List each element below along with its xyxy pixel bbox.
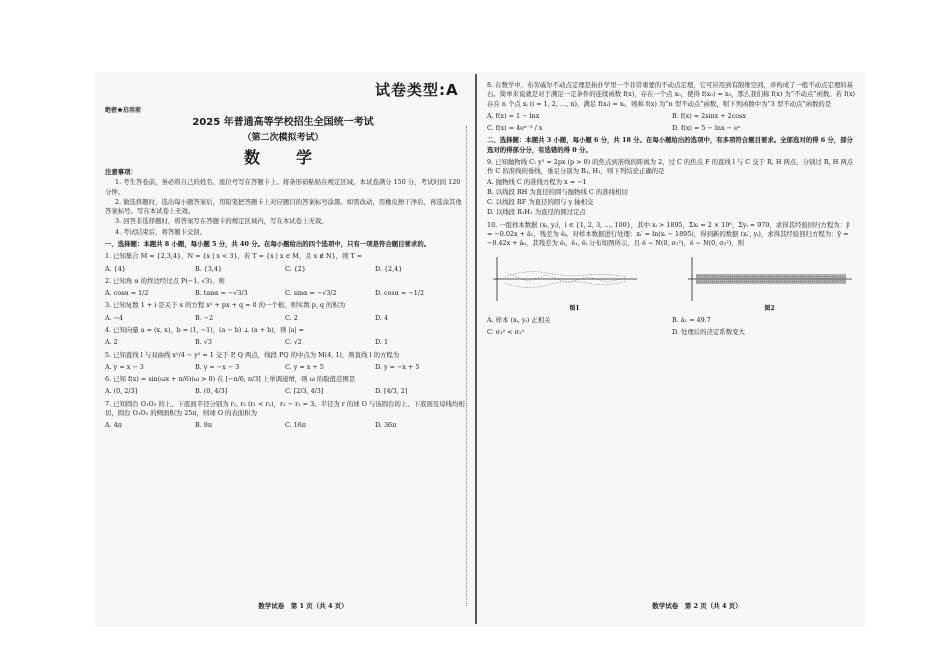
option-a: A. −4	[105, 313, 124, 322]
option-c: C. y = x + 5	[285, 362, 324, 371]
option-b: B. −2	[195, 313, 214, 322]
question-6	[105, 375, 465, 397]
question-stem: 3. 已知复数 1 + i 是关于 x 的方程 x² + px + q = 0 的一个根，则实数 p, q 的积为	[105, 301, 346, 310]
question-3	[105, 301, 465, 323]
option-c: C. 16π	[285, 421, 307, 430]
question-7	[105, 400, 465, 431]
notice-item: 4. 考试结束后，将答题卡交回。	[115, 227, 207, 236]
option-b: B. tanα = −√3/3	[195, 289, 248, 298]
paper-type: 试卷类型:A	[375, 81, 459, 99]
residual-plot-1	[487, 253, 662, 305]
figure-1-caption: 图1	[569, 304, 580, 312]
exam-title: 2025 年普通高等学校招生全国统一考试	[192, 117, 374, 128]
option-c: C. 2	[285, 313, 298, 322]
option-b: B. (0, 4/3]	[195, 387, 228, 396]
option-c: C. f(x) = 4eˣ⁻³ / x	[487, 124, 543, 133]
exam-subtitle: （第二次模拟考试）	[242, 133, 324, 143]
question-stem: 1. 已知集合 M = {2,3,4}，N = {x | x < 3}，若 T = {x | x ∈ M，且 x ∉ N}，则 T =	[105, 252, 363, 261]
notice-item: 1. 考生答卷前，务必将自己的姓名、座位号写在答题卡上。将条形码粘贴在规定区域。本试卷满分 150 分，考试时间 120 分钟。	[105, 178, 461, 196]
question-4	[105, 326, 465, 348]
notice-heading: 注意事项：	[105, 168, 137, 176]
page-2	[487, 72, 859, 627]
option-a: A. (0, 2/3]	[105, 387, 138, 396]
page-footer: 数学试卷 第 2 页（共 4 页）	[652, 602, 742, 610]
option-a: A. cosα = 1/2	[105, 289, 149, 298]
question-stem: 5. 已知直线 l 与双曲线 x²/4 − y² = 1 交于 P, Q 两点，线段 PQ 的中点为 M(4, 1)，则直线 l 的方程为	[105, 350, 400, 359]
option-d: D. cosα = −1/2	[375, 289, 425, 298]
option-b: B. √3	[195, 338, 212, 347]
option-b: B. 以线段 RH 为直径的圆与抛物线 C 的准线相切	[487, 187, 628, 196]
option-d: D. y = −x + 5	[375, 362, 420, 371]
option-b: B. y = −x − 3	[195, 362, 240, 371]
option-a: A. 样本 (xᵢ, yᵢ) 正相关	[487, 316, 551, 325]
question-stem: 2. 已知角 α 的终边经过点 P(−1, √3)，则	[105, 276, 225, 285]
option-b: B. 9π	[195, 421, 213, 430]
option-d: D. 以线段 R₁H₁ 为直径的圆过定点	[487, 208, 586, 217]
option-d: D. f(x) = 5 − lnx − eˣ	[672, 124, 741, 133]
residual-plot-2	[682, 253, 857, 305]
option-c: C. √2	[285, 338, 302, 347]
figure-1	[487, 253, 662, 314]
option-a: A. f(x) = 1 − lnx	[487, 111, 540, 120]
section-1-heading: 一、选择题：本题共 8 小题，每小题 5 分，共 40 分。在每小题给出的四个选项中，只有一项是符合题目要求的。	[105, 239, 431, 248]
option-a: A. 2	[105, 338, 118, 347]
option-c: C. {2}	[285, 264, 306, 273]
question-stem: 4. 已知向量 a = (x, x)，b = (1, −1)，(a − b) ⊥ (a + b)，则 |a| =	[105, 325, 305, 334]
question-stem: 9. 已知抛物线 C: y² = 2px (p > 0) 的焦点到准线的距离为 2，过 C 的焦点 F 的直线 l 与 C 交于 R, H 两点，分别过 R, H 两点作 C 的准线的垂线，垂足分别为 R₁, H₁，则下列结论正确的是	[487, 157, 854, 176]
option-c: C. 以线段 RF 为直径的圆与 y 轴相交	[487, 198, 594, 207]
option-d: D. [4/3, 2]	[375, 387, 408, 396]
binding-margin	[466, 126, 475, 606]
page-1	[103, 72, 465, 627]
option-d: D. 4	[375, 313, 389, 322]
question-5	[105, 351, 465, 373]
figure-2	[682, 253, 857, 314]
page-footer: 数学试卷 第 1 页（共 4 页）	[258, 602, 348, 610]
question-stem: 7. 已知圆台 O₁O₂ 的上、下底面半径分别为 r₁, r₂ (r₁ < r₂)，r₂ − r₁ = 3。半径为 r 的球 O 与该圆台的上、下底面及母线均相切，圆台 O₁O₂ 的侧面积为 25π，则球 O 的表面积为	[105, 399, 465, 417]
option-a: A. {4}	[105, 264, 126, 273]
question-9	[487, 158, 857, 218]
option-a: A. y = x − 3	[105, 362, 144, 371]
residual-figures	[487, 253, 857, 314]
option-b: B. f(x) = 2sinx + 2cosx	[672, 111, 747, 120]
option-c: C. [2/3, 4/3]	[285, 387, 324, 396]
exam-sheet	[95, 72, 865, 627]
question-stem: 8. 在数学中，布劳威尔不动点定理是拓扑学里一个非常重要的不动点定理，它可应用到有限维空间，并构成了一般不动点定理的基石。简单来说就是对于满足一定条件的连续函数 f(x)，存在一个点 x₀，使得 f(x₀) = x₀，那么我们称 f(x) 为“不动点”函数。若 f(x) 存在 n 个点 xᵢ (i = 1, 2, …, n)，满足 f(xᵢ) = xᵢ，则称 f(x) 为“n 型不动点”函数，则下列函数中为“3 型不动点”函数的是	[487, 81, 856, 108]
option-a: A. 抛物线 C 的准线方程为 x = −1	[487, 177, 587, 186]
subject-title: 数 学	[243, 148, 322, 167]
question-stem: 10. 一组样本数据 (xᵢ, yᵢ)，i ∈ {1, 2, 3, …, 100}，其中 xᵢ > 1895，Σxᵢ = 2 × 10⁵，Σyᵢ = 970，求得其经验回归方程为：ŷ = −0.02x + â₁，残差为 êᵢ。对样本数据进行处理：xᵢ′ = ln(xᵢ − 1895)，得到新的数据 (xᵢ′, yᵢ)，求得其经验回归方程为：ŷ = −0.42x + â₀，其残差为 êᵢ，ê₁, êᵢ 分布如图所示，且 ê ~ N(0, σ₁²)，ê ~ N(0, σ₂²)，则	[487, 220, 850, 248]
option-d: D. 1	[375, 338, 389, 347]
page-2-content	[487, 78, 857, 339]
page-1-content	[105, 166, 465, 431]
option-b: B. {3,4}	[195, 264, 223, 273]
section-2-heading: 二、选择题：本题共 3 小题，每小题 6 分，共 18 分。在每小题给出的选项中，有多项符合题目要求。全部选对的得 6 分，部分选对的得部分分，有选错的得 0 分。	[487, 136, 853, 154]
option-d: D. 处理后的决定系数变大	[672, 328, 745, 337]
option-c: C. σ₁² < σ₂²	[487, 328, 525, 337]
question-10	[487, 221, 857, 338]
page-divider	[475, 74, 477, 624]
question-stem: 6. 已知 f(x) = sin(ωx + π/6)(ω > 0) 在 [−π/6, π/3] 上单调递增，则 ω 的取值范围是	[105, 375, 356, 384]
figure-2-caption: 图2	[764, 304, 775, 312]
notice-item: 2. 做选择题时，选出每小题答案后，用铅笔把答题卡上对应题目的答案标号涂黑。如需改动，用橡皮擦干净后，再选涂其他答案标号。写在本试卷上无效。	[105, 197, 462, 216]
option-a: A. 4π	[105, 421, 122, 430]
question-2	[105, 277, 465, 299]
option-d: D. 36π	[375, 421, 397, 430]
secret-label: 绝密★启用前	[105, 107, 142, 114]
option-b: B. â₁ = 49.7	[672, 316, 711, 325]
question-1	[105, 252, 465, 274]
option-d: D. {2,4}	[375, 264, 403, 273]
question-8	[487, 81, 857, 133]
notice-item: 3. 回答非选择题时，将答案写在答题卡的规定区域内，写在本试卷上无效。	[115, 217, 328, 226]
option-c: C. sinα = −√3/2	[285, 289, 337, 298]
